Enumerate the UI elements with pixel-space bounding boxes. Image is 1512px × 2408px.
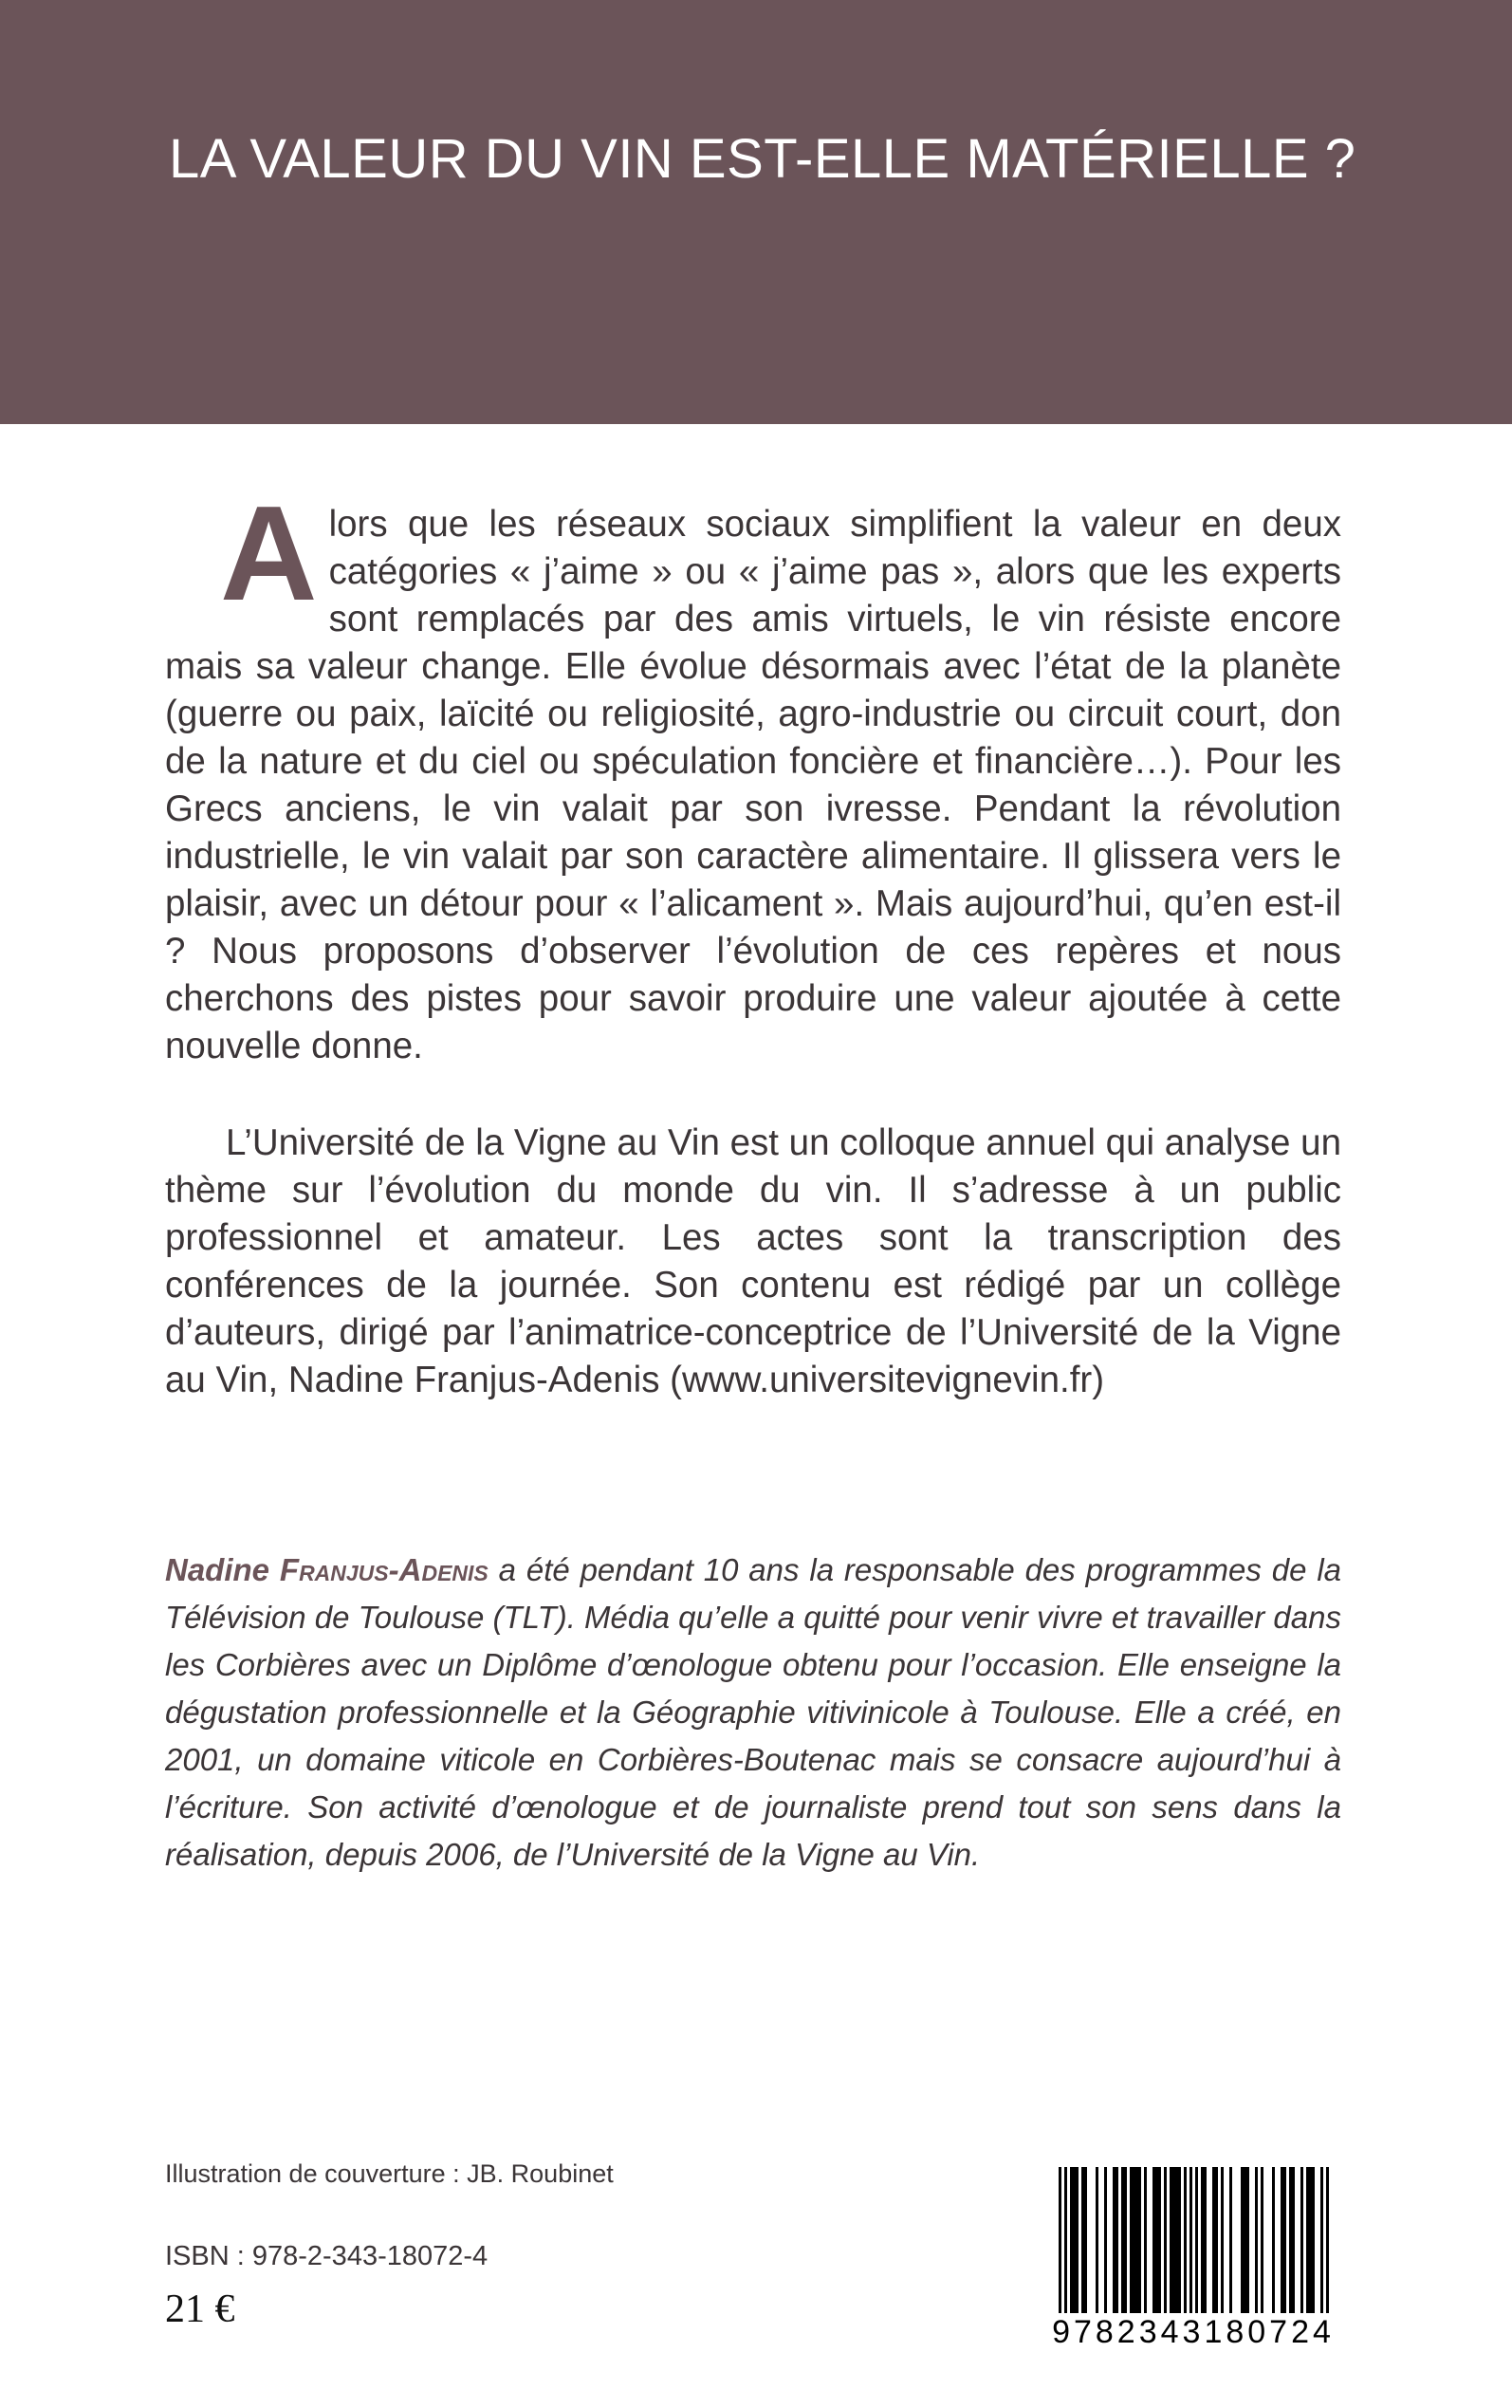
author-bio-text: a été pendant 10 ans la responsable des programmes de la Télévision de Toulouse (TLT). Média qu’elle a quitté pour venir vivre et travailler dans les Corbières avec un Diplôme d’œnologue obtenu pour l’occasion. Elle enseigne la dégustation professionnelle et la Géographie vitivinicole à Toulouse. Elle a créé, en 2001, un domaine viticole en Corbières-Boutenac mais se consacre aujourd’hui à l’écriture. Son activité d’œnologue et de journaliste prend tout son sens dans la réalisation, depuis 2006, de l’Université de la Vigne au Vin.	[165, 1552, 1342, 1872]
author-bio	[165, 1547, 1341, 1879]
barcode-bar	[1261, 2167, 1263, 2315]
barcode-bar	[1201, 2167, 1204, 2315]
barcode-bar	[1104, 2167, 1107, 2315]
barcode-bar	[1084, 2167, 1087, 2315]
barcode-bar	[1121, 2167, 1124, 2315]
barcode-bar	[1155, 2167, 1158, 2315]
summary-text: lors que les réseaux sociaux simplifient la valeur en deux catégories « j’aime » ou « j’aime pas », alors que les experts sont remplacés par des amis virtuels, le vin résiste encore mais sa valeur change. Elle évolue désormais avec l’état de la planète (guerre ou paix, laïcité ou religiosité, agro-industrie ou circuit court, don de la nature et du ciel ou spéculation foncière et financière…). Pour les Grecs anciens, le vin valait par son ivresse. Pendant la révolution industrielle, le vin valait par son caractère alimentaire. Il glissera vers le plaisir, avec un détour pour « l’alicament ». Mais aujourd’hui, qu’en est-il ? Nous proposons d’observer l’évolution de ces repères et nous cherchons des pistes pour savoir produire une valeur ajoutée à cette nouvelle donne.	[165, 504, 1341, 1066]
author-name	[165, 1552, 489, 1587]
barcode-bar	[1215, 2167, 1218, 2315]
barcode-bar	[1172, 2167, 1175, 2315]
barcode-bar	[1175, 2167, 1178, 2315]
barcode-bar	[1170, 2167, 1172, 2315]
author-surname: Franjus-Adenis	[279, 1552, 489, 1587]
isbn: ISBN : 978-2-343-18072-4	[165, 2241, 489, 2271]
barcode-bar	[1281, 2167, 1283, 2315]
barcode-bar	[1221, 2167, 1224, 2315]
drop-cap: A	[220, 478, 318, 629]
barcode-bar	[1158, 2167, 1161, 2315]
barcode-bar	[1081, 2167, 1084, 2315]
barcode-bar	[1189, 2167, 1192, 2338]
barcode-bar	[1164, 2167, 1167, 2315]
barcode-bar	[1096, 2167, 1098, 2315]
barcode-bar	[1306, 2167, 1309, 2315]
barcode-bar	[1212, 2167, 1215, 2315]
barcode-bar	[1320, 2167, 1323, 2338]
header-band	[0, 0, 1512, 424]
barcode-number: 9782343180724	[1042, 2313, 1345, 2351]
barcode-bar	[1070, 2167, 1073, 2315]
barcode-bar	[1246, 2167, 1249, 2315]
barcode-bar	[1116, 2167, 1118, 2315]
barcode-bar	[1059, 2167, 1061, 2338]
barcode-bar	[1229, 2167, 1232, 2315]
barcode-bar	[1130, 2167, 1133, 2315]
barcode-bar	[1138, 2167, 1141, 2315]
barcode-bar	[1272, 2167, 1275, 2315]
barcode-bar	[1076, 2167, 1079, 2315]
barcode-bar	[1133, 2167, 1135, 2315]
barcode-bar	[1244, 2167, 1246, 2315]
barcode-bar	[1300, 2167, 1303, 2315]
summary-paragraph	[165, 478, 1341, 1070]
barcode-bar	[1144, 2167, 1147, 2315]
author-first-name: Nadine	[165, 1552, 270, 1587]
barcode-bar	[1178, 2167, 1181, 2315]
book-title: LA VALEUR DU VIN EST-ELLE MATÉRIELLE ?	[169, 128, 1356, 190]
price: 21 €	[165, 2288, 235, 2331]
barcode-bar	[1326, 2167, 1329, 2338]
barcode-bar	[1195, 2167, 1198, 2338]
barcode-bar	[1255, 2167, 1258, 2315]
illustration-credit: Illustration de couverture : JB. Roubinet	[165, 2159, 614, 2188]
barcode-bar	[1241, 2167, 1244, 2315]
barcode-bar	[1152, 2167, 1155, 2315]
barcode-bar	[1113, 2167, 1116, 2315]
barcode-bar	[1292, 2167, 1295, 2315]
barcode-bar	[1283, 2167, 1286, 2315]
barcode-bar	[1289, 2167, 1292, 2315]
barcode-bar	[1073, 2167, 1076, 2315]
colloquium-paragraph: L’Université de la Vigne au Vin est un colloque annuel qui analyse un thème sur l’évolution du monde du vin. Il s’adresse à un public professionnel et amateur. Les actes sont la transcription des conférences de la journée. Son contenu est rédigé par un collège d’auteurs, dirigé par l’animatrice-conceptrice de l’Université de la Vigne au Vin, Nadine Franjus-Adenis (www.universitevignevin.fr)	[165, 1122, 1341, 1400]
barcode-bar	[1184, 2167, 1187, 2315]
barcode	[1042, 2163, 1345, 2353]
barcode-bar	[1135, 2167, 1138, 2315]
barcode-bar	[1064, 2167, 1067, 2338]
barcode-bar	[1309, 2167, 1312, 2315]
barcode-bar	[1312, 2167, 1315, 2315]
barcode-bar	[1204, 2167, 1207, 2315]
barcode-bar	[1124, 2167, 1127, 2315]
